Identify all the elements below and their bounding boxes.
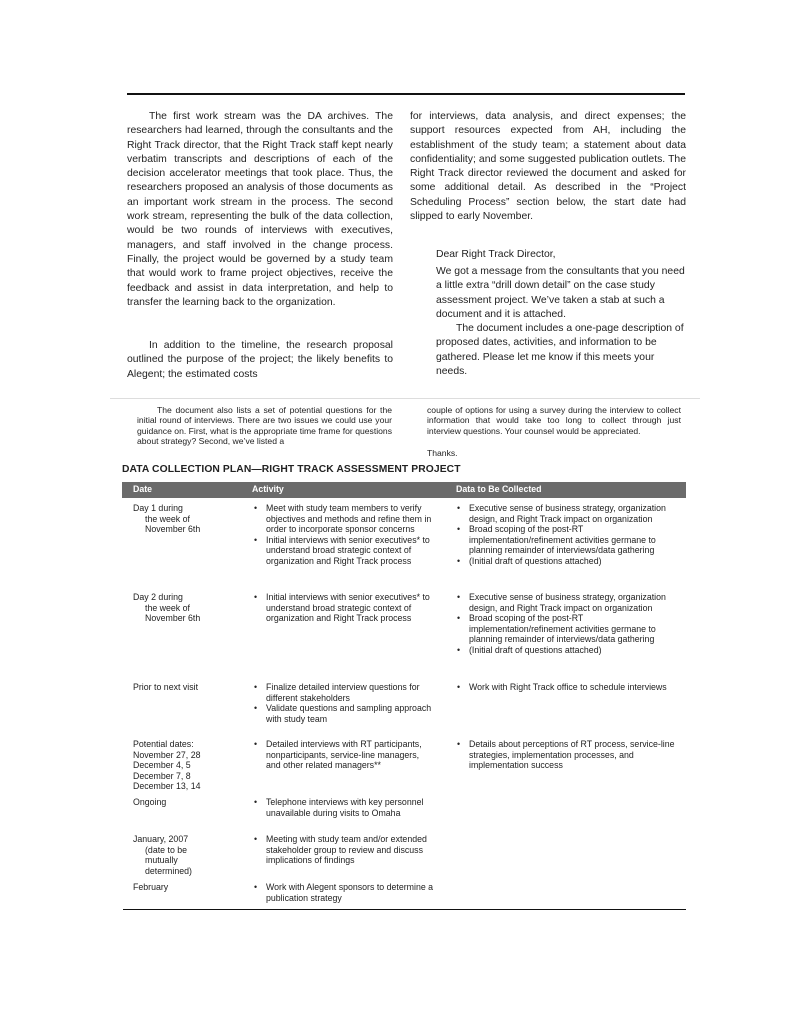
date-line: Day 1 during <box>133 503 183 513</box>
header-activity: Activity <box>252 484 284 494</box>
table-row-4-data <box>455 739 680 771</box>
table-header <box>122 482 686 498</box>
top-rule <box>127 93 685 95</box>
activity-item: • Work with Alegent sponsors to determine a publication strategy <box>252 882 434 903</box>
header-date: Date <box>133 484 153 494</box>
date-line: Ongoing <box>133 797 167 807</box>
table-row-7-activity <box>252 882 434 903</box>
bottom-rule <box>123 909 686 910</box>
table-row-4-date <box>133 739 243 792</box>
table-row-1-activity <box>252 503 434 567</box>
table-row-2-data <box>455 592 680 656</box>
date-line: Prior to next visit <box>133 682 199 692</box>
date-line: November 6th <box>145 524 201 535</box>
data-item: • (Initial draft of questions attached) <box>455 556 680 567</box>
header-data: Data to Be Collected <box>456 484 542 494</box>
table-row-6-activity <box>252 834 434 866</box>
data-item: • (Initial draft of questions attached) <box>455 645 680 656</box>
table-title: DATA COLLECTION PLAN—RIGHT TRACK ASSESSMENT PROJECT <box>122 464 461 475</box>
activity-item: • Detailed interviews with RT participants, nonparticipants, service-line managers, and other related managers** <box>252 739 434 771</box>
table-row-2-activity <box>252 592 434 624</box>
table-row-3-data <box>455 682 680 693</box>
table-row-6-date <box>133 834 243 876</box>
date-line: February <box>133 882 169 892</box>
date-line: (date to be <box>145 844 188 855</box>
activity-item: • Initial interviews with senior executives* to understand broad strategic context of organization and Right Track process <box>252 592 434 624</box>
letter-paragraph-1: We got a message from the consultants that you need a little extra “drill down detail” on the case study assessment project. We’ve taken a stab at such a document and it is attached. <box>436 266 685 320</box>
table-row-5-activity <box>252 797 434 818</box>
data-item: • Executive sense of business strategy, organization design, and Right Track impact on organization <box>455 503 680 524</box>
lower-thanks: Thanks. <box>427 448 458 458</box>
date-line: the week of <box>145 602 190 613</box>
date-line: November 6th <box>145 613 201 624</box>
date-line: determined) <box>145 865 192 876</box>
data-item: • Executive sense of business strategy, organization design, and Right Track impact on organization <box>455 592 680 613</box>
table-row-5-date <box>133 797 243 808</box>
activity-item: • Initial interviews with senior executives* to understand broad strategic context of organization and Right Track process <box>252 535 434 567</box>
table-row-1-data <box>455 503 680 567</box>
activity-item: • Meet with study team members to verify objectives and methods and refine them in order to incorporate sponsor concerns <box>252 503 434 535</box>
table-row-3-date <box>133 682 243 693</box>
date-line: December 4, 5 <box>133 760 191 771</box>
lower-right-text: couple of options for using a survey during the interview to collect information that would take too long to collect through just interview questions. Your counsel would be appreciated. <box>427 405 681 436</box>
lower-left-text: The document also lists a set of potential questions for the initial round of interviews. There are two issues we could use your guidance on. First, what is the appropriate time frame for questions about strategy? Second, we’ve listed a <box>137 405 392 447</box>
table-row-2-date <box>133 592 243 624</box>
date-line: January, 2007 <box>133 834 189 844</box>
letter-salutation: Dear Right Track Director, <box>436 249 556 260</box>
table-row-4-activity <box>252 739 434 771</box>
date-line: mutually <box>145 855 178 866</box>
data-item: • Work with Right Track office to schedule interviews <box>455 682 680 693</box>
column2-paragraph-1: for interviews, data analysis, and direct expenses; the support resources expected from AH, including the establishment of the study team; a statement about data confidentiality; and some suggested publication outlets. The Right Track director reviewed the document and asked for some additional detail. As described in the “Project Scheduling Process” section below, the start date had slipped to early November. <box>410 111 686 223</box>
date-line: Potential dates: <box>133 739 194 749</box>
table-row-7-date <box>133 882 243 893</box>
activity-item: • Validate questions and sampling approach with study team <box>252 703 434 724</box>
table-row-1-date <box>133 503 243 535</box>
column1-paragraph-1: The first work stream was the DA archives. The researchers had learned, through the consultants and the Right Track director, that the Right Track staff kept nearly verbatim transcripts and descriptions of each of the decision accelerator meetings that took place. Thus, the researchers proposed an analysis of those documents as an important work stream in the process. The second work stream, representing the bulk of the data collection, would be two rounds of interviews with executives, managers, and staff involved in the change process. Finally, the project would be governed by a study team that would work to frame project objectives, receive the feedback and assist in data interpretation, and help to transfer the learning back to the organization. <box>127 111 393 308</box>
date-line: December 13, 14 <box>133 781 201 792</box>
column1-paragraph-2: In addition to the timeline, the research proposal outlined the purpose of the project; the likely benefits to Alegent; the estimated costs <box>127 340 393 380</box>
page-separator <box>110 398 700 399</box>
date-line: Day 2 during <box>133 592 183 602</box>
date-line: November 27, 28 <box>133 749 201 760</box>
table-row-3-activity <box>252 682 434 724</box>
activity-item: • Meeting with study team and/or extended stakeholder group to review and discuss implications of findings <box>252 834 434 866</box>
date-line: December 7, 8 <box>133 770 191 781</box>
data-item: • Broad scoping of the post-RT implementation/refinement activities germane to planning remainder of interviews/data gathering <box>455 613 680 645</box>
data-item: • Details about perceptions of RT process, service-line strategies, implementation processes, and implementation success <box>455 739 680 771</box>
date-line: the week of <box>145 513 190 524</box>
data-item: • Broad scoping of the post-RT implementation/refinement activities germane to planning remainder of interviews/data gathering <box>455 524 680 556</box>
activity-item: • Finalize detailed interview questions for different stakeholders <box>252 682 434 703</box>
activity-item: • Telephone interviews with key personnel unavailable during visits to Omaha <box>252 797 434 818</box>
letter-paragraph-2: The document includes a one-page description of proposed dates, activities, and information to be gathered. Please let me know if this meets your needs. <box>436 323 684 377</box>
